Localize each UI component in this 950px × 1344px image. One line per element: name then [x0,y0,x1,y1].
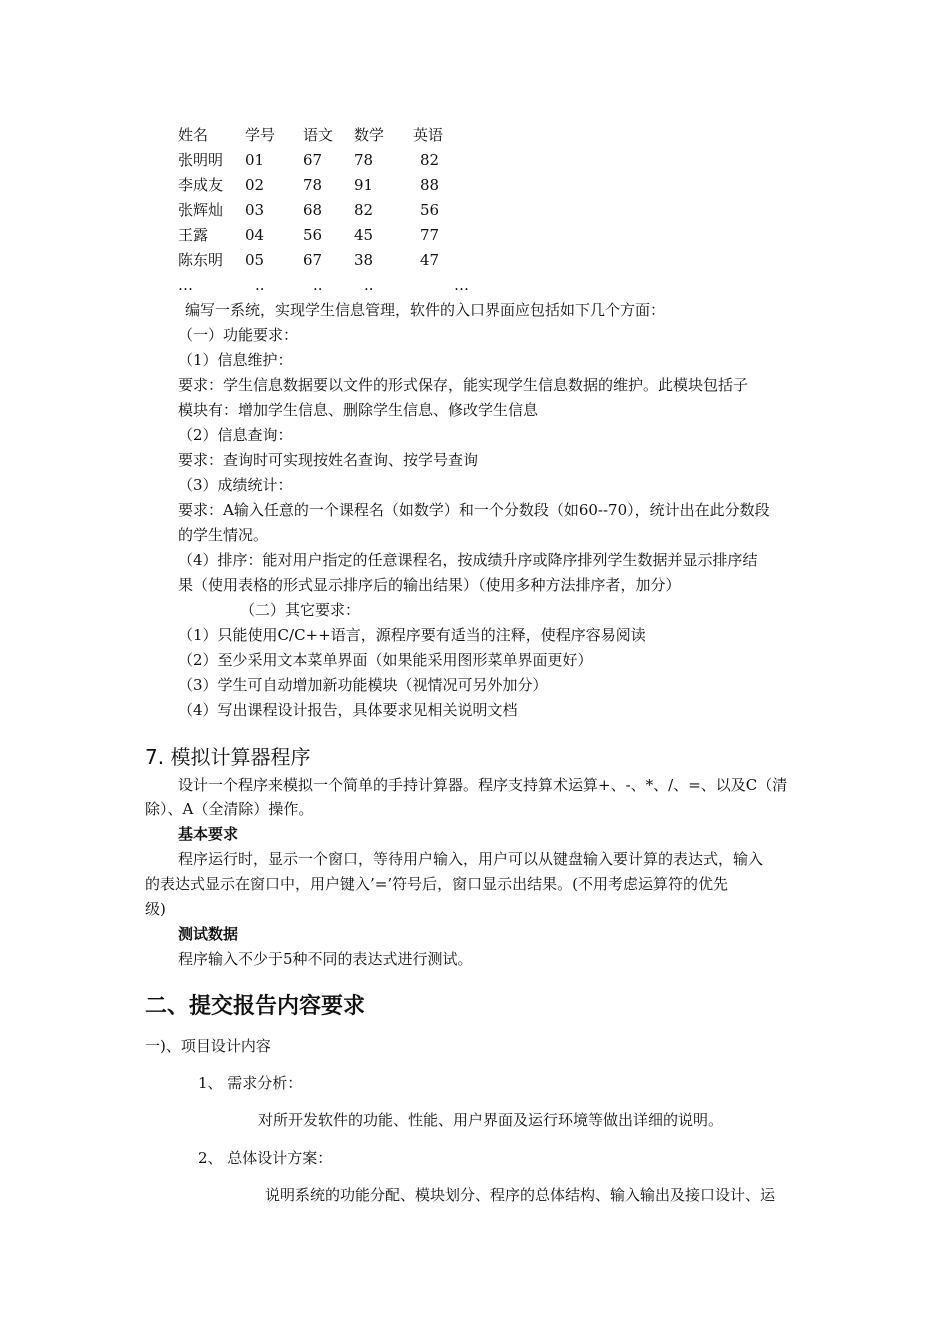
table-cell: .. [313,276,323,294]
sec7-desc-line1: 设计一个程序来模拟一个简单的手持计算器。程序支持算术运算+、-、*、/、=、以及C（清 [178,776,788,794]
other-req-title: （二）其它要求： [240,601,361,619]
table-header-cell: 学号 [245,126,276,144]
item1-req-line2: 模块有：增加学生信息、删除学生信息、修改学生信息 [178,401,539,419]
table-header-cell: 姓名 [178,126,209,144]
other-req-4: （4）写出课程设计报告，具体要求见相关说明文档 [178,701,518,719]
item2-title: （2）信息查询： [178,426,293,444]
test-data-text: 程序输入不少于5种不同的表达式进行测试。 [178,950,473,968]
part2-item2-text: 说明系统的功能分配、模块划分、程序的总体结构、输入输出及接口设计、运 [265,1186,776,1204]
basic-req-title: 基本要求 [178,825,239,843]
sec7-desc-line2: 除）、A（全清除）操作。 [145,800,314,818]
part2-sub1: 一)、项目设计内容 [145,1037,271,1055]
sec7-heading: 7. 模拟计算器程序 [145,745,311,769]
table-cell: 77 [420,226,440,244]
table-header-cell: 数学 [354,126,385,144]
part2-item1-text: 对所开发软件的功能、性能、用户界面及运行环境等做出详细的说明。 [258,1111,724,1129]
table-cell: 56 [303,226,323,244]
table-cell: 47 [420,251,440,269]
table-cell: .. [364,276,374,294]
table-cell: 78 [354,151,374,169]
basic-req-line2: 的表达式显示在窗口中，用户键入’=’符号后，窗口显示出结果。(不用考虑运算符的优先 [145,875,728,893]
table-cell: 45 [354,226,374,244]
item3-req-line2: 的学生情况。 [178,526,269,544]
table-cell: .. [255,276,265,294]
table-cell: 张明明 [178,151,224,169]
func-req-title: （一）功能要求： [178,326,299,344]
basic-req-line1: 程序运行时，显示一个窗口，等待用户输入，用户可以从键盘输入要计算的表达式，输入 [178,850,764,868]
table-cell: 82 [354,201,374,219]
table-cell: 68 [303,201,323,219]
table-cell: 67 [303,251,323,269]
table-cell: 张辉灿 [178,201,224,219]
table-header-cell: 英语 [413,126,444,144]
table-cell: 王露 [178,226,209,244]
part2-heading: 二、提交报告内容要求 [145,994,366,1019]
table-cell: 82 [420,151,440,169]
table-cell: … [178,276,193,294]
table-cell: 88 [420,176,440,194]
basic-req-line3: 级) [145,900,166,918]
other-req-2: （2）至少采用文本菜单界面（如果能采用图形菜单界面更好） [178,651,593,669]
table-cell: 02 [245,176,265,194]
table-cell: 01 [245,151,265,169]
item2-req: 要求：查询时可实现按姓名查询、按学号查询 [178,451,479,469]
item3-title: （3）成绩统计： [178,476,293,494]
table-cell: 04 [245,226,265,244]
sec6-intro: 编写一系统，实现学生信息管理，软件的入口界面应包括如下几个方面： [185,301,666,319]
table-cell: 陈东明 [178,251,224,269]
table-cell: 03 [245,201,265,219]
table-cell: 38 [354,251,374,269]
table-cell: 05 [245,251,265,269]
table-cell: 91 [354,176,374,194]
table-header-cell: 语文 [303,126,334,144]
item4-line2: 果（使用表格的形式显示排序后的输出结果）（使用多种方法排序者，加分） [178,576,681,594]
table-cell: 67 [303,151,323,169]
part2-item1-title: 1、 需求分析： [198,1074,303,1092]
item1-req-line1: 要求：学生信息数据要以文件的形式保存，能实现学生信息数据的维护。此模块包括子 [178,376,749,394]
test-data-title: 测试数据 [178,925,239,943]
item1-title: （1）信息维护： [178,351,293,369]
other-req-1: （1）只能使用C/C++语言，源程序要有适当的注释，使程序容易阅读 [178,626,646,644]
other-req-3: （3）学生可自动增加新功能模块（视情况可另外加分） [178,676,548,694]
table-cell: 78 [303,176,323,194]
table-cell: 56 [420,201,440,219]
item3-req-line1: 要求：A输入任意的一个课程名（如数学）和一个分数段（如60--70），统计出在此分数段 [178,501,770,519]
table-cell: 李成友 [178,176,224,194]
part2-item2-title: 2、 总体设计方案： [198,1149,333,1167]
item4-line1: （4）排序：能对用户指定的任意课程名，按成绩升序或降序排列学生数据并显示排序结 [178,551,758,569]
table-cell: … [454,276,469,294]
